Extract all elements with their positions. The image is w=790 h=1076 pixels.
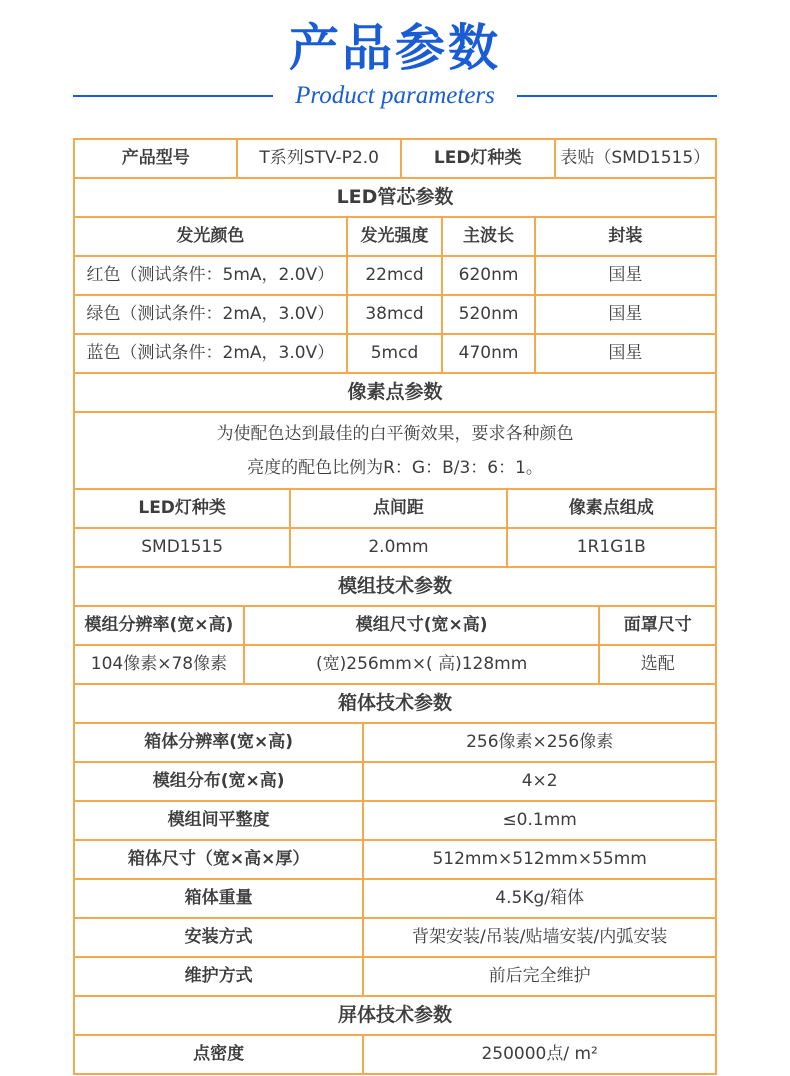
section-header: LED管芯参数 bbox=[75, 179, 715, 216]
table-cell: 5mcd bbox=[348, 335, 442, 372]
table-cell: 产品型号 bbox=[75, 140, 236, 177]
table-cell: 1R1G1B bbox=[508, 529, 715, 566]
table-row bbox=[75, 880, 715, 917]
table-row bbox=[75, 529, 715, 566]
section-header: 模组技术参数 bbox=[75, 568, 715, 605]
section-header-row bbox=[75, 997, 715, 1034]
page-subtitle: Product parameters bbox=[295, 82, 495, 109]
table-row bbox=[75, 607, 715, 644]
table-cell: 4×2 bbox=[364, 763, 715, 800]
table-cell: 模组间平整度 bbox=[75, 802, 362, 839]
table-cell: 620nm bbox=[443, 257, 534, 294]
subtitle-left-line bbox=[73, 95, 273, 97]
table-cell: 模组尺寸(宽×高) bbox=[245, 607, 599, 644]
note-line: 为使配色达到最佳的白平衡效果，要求各种颜色 bbox=[216, 423, 574, 444]
table-cell: 蓝色（测试条件：2mA，3.0V） bbox=[75, 335, 346, 372]
section-header-row bbox=[75, 374, 715, 411]
table-cell: SMD1515 bbox=[75, 529, 289, 566]
table-cell: 发光颜色 bbox=[75, 218, 346, 255]
table-cell: 250000点/ m² bbox=[364, 1036, 715, 1073]
table-cell: 主波长 bbox=[443, 218, 534, 255]
table-row bbox=[75, 724, 715, 761]
subtitle-row bbox=[0, 82, 790, 110]
table-cell: 维护方式 bbox=[75, 958, 362, 995]
page-title: 产品参数 bbox=[289, 19, 501, 77]
section-header-row bbox=[75, 568, 715, 605]
note-line: 亮度的配色比例为R：G：B/3：6：1。 bbox=[247, 457, 543, 478]
note-row bbox=[75, 413, 715, 488]
table-cell: 前后完全维护 bbox=[364, 958, 715, 995]
table-cell: 绿色（测试条件：2mA，3.0V） bbox=[75, 296, 346, 333]
table-cell: 模组分辨率(宽×高) bbox=[75, 607, 243, 644]
table-cell: 选配 bbox=[600, 646, 715, 683]
table-cell: 箱体尺寸（宽×高×厚） bbox=[75, 841, 362, 878]
table-cell: 104像素×78像素 bbox=[75, 646, 243, 683]
table-cell: 2.0mm bbox=[291, 529, 505, 566]
table-cell: 520nm bbox=[443, 296, 534, 333]
table-cell: 箱体分辨率(宽×高) bbox=[75, 724, 362, 761]
table-row bbox=[75, 763, 715, 800]
table-row bbox=[75, 218, 715, 255]
table-cell: 箱体重量 bbox=[75, 880, 362, 917]
table-row bbox=[75, 1036, 715, 1073]
table-row bbox=[75, 958, 715, 995]
page-header bbox=[0, 18, 790, 110]
table-cell: 22mcd bbox=[348, 257, 442, 294]
table-cell: 点密度 bbox=[75, 1036, 362, 1073]
table-cell: 安装方式 bbox=[75, 919, 362, 956]
table-cell: ≤0.1mm bbox=[364, 802, 715, 839]
table-cell: 像素点组成 bbox=[508, 490, 715, 527]
table-cell: T系列STV-P2.0 bbox=[238, 140, 399, 177]
table-cell: 发光强度 bbox=[348, 218, 442, 255]
table-cell: LED灯种类 bbox=[75, 490, 289, 527]
table-cell: (宽)256mm×( 高)128mm bbox=[245, 646, 599, 683]
table-row bbox=[75, 257, 715, 294]
table-cell: 点间距 bbox=[291, 490, 505, 527]
product-parameters-table bbox=[73, 138, 717, 1075]
table-cell: 模组分布(宽×高) bbox=[75, 763, 362, 800]
section-header: 屏体技术参数 bbox=[75, 997, 715, 1034]
note-cell bbox=[75, 413, 715, 488]
table-row bbox=[75, 335, 715, 372]
table-row bbox=[75, 140, 715, 177]
section-header-row bbox=[75, 179, 715, 216]
table-cell: 表贴（SMD1515） bbox=[556, 140, 715, 177]
section-header-row bbox=[75, 685, 715, 722]
table-row bbox=[75, 490, 715, 527]
table-cell: 512mm×512mm×55mm bbox=[364, 841, 715, 878]
table-cell: 封装 bbox=[536, 218, 715, 255]
table-cell: LED灯种类 bbox=[402, 140, 554, 177]
table-cell: 256像素×256像素 bbox=[364, 724, 715, 761]
table-row bbox=[75, 296, 715, 333]
table-cell: 470nm bbox=[443, 335, 534, 372]
table-row bbox=[75, 841, 715, 878]
table-cell: 国星 bbox=[536, 257, 715, 294]
table-row bbox=[75, 919, 715, 956]
section-header: 箱体技术参数 bbox=[75, 685, 715, 722]
section-header: 像素点参数 bbox=[75, 374, 715, 411]
subtitle-right-line bbox=[517, 95, 717, 97]
table-cell: 面罩尺寸 bbox=[600, 607, 715, 644]
table-cell: 4.5Kg/箱体 bbox=[364, 880, 715, 917]
table-row bbox=[75, 646, 715, 683]
table-cell: 红色（测试条件：5mA，2.0V） bbox=[75, 257, 346, 294]
table-cell: 38mcd bbox=[348, 296, 442, 333]
table-cell: 国星 bbox=[536, 335, 715, 372]
table-row bbox=[75, 802, 715, 839]
table-cell: 国星 bbox=[536, 296, 715, 333]
table-cell: 背架安装/吊装/贴墙安装/内弧安装 bbox=[364, 919, 715, 956]
